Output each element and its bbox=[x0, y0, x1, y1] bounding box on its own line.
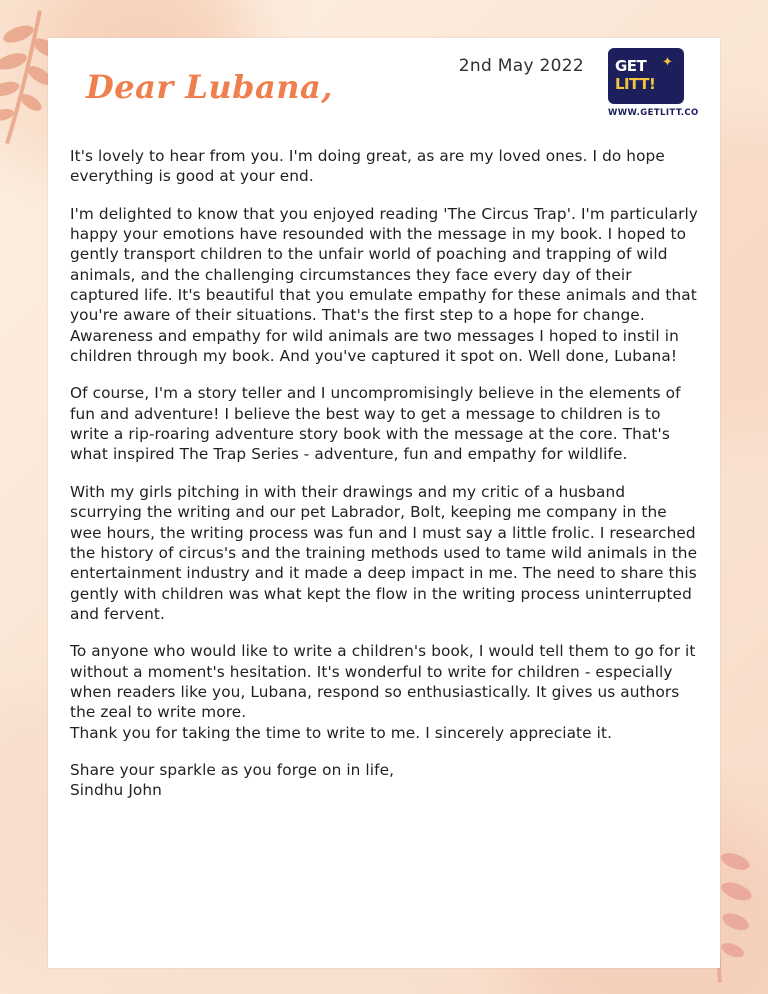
letter-sheet bbox=[48, 38, 720, 968]
paragraph: With my girls pitching in with their drawings and my critic of a husband scurrying the writing and our pet Labrador, Bolt, keeping me company in the wee hours, the writing process was fun and I must say a little frolic. I researched the history of circus's and the training methods used to tame wild animals in the entertainment industry and it made a deep impact in me. The need to share this gently with children was what kept the flow in the writing process uninterrupted and fervent. bbox=[70, 482, 698, 623]
paragraph: It's lovely to hear from you. I'm doing great, as are my loved ones. I do hope everything is good at your end. bbox=[70, 147, 665, 186]
logo-url-text: WWW.GETLITT.CO bbox=[608, 108, 699, 118]
logo-word-litt: LITT! bbox=[615, 75, 656, 93]
getlitt-logo[interactable] bbox=[608, 48, 699, 118]
closing-line: Thank you for taking the time to write to me. I sincerely appreciate it. bbox=[70, 723, 613, 742]
signature-name: Sindhu John bbox=[70, 781, 162, 800]
paragraph: I'm delighted to know that you enjoyed reading 'The Circus Trap'. I'm particularly happy your emotions have resounded with the message in my book. I hoped to gently transport children to the unfair world of poaching and trapping of wild animals, and the challenging circumstances they face every day of their captured life. It's beautiful that you emulate empathy for these animals and that you're aware of their situations. That's the first step to a hope for change. Awareness and empathy for wild animals are two messages I hoped to instil in children through my book. And you've captured it spot on. Well done, Lubana! bbox=[70, 204, 698, 366]
paragraph: Of course, I'm a story teller and I uncompromisingly believe in the elements of fun and adventure! I believe the best way to get a message to children is to write a rip-roaring adventure story book with the message at the core. That's what inspired The Trap Series - adventure, fun and empathy for wildlife. bbox=[70, 384, 681, 464]
letter-date: 2nd May 2022 bbox=[458, 56, 584, 76]
logo-word-get: GET bbox=[615, 57, 647, 75]
letter-header bbox=[48, 38, 720, 146]
paragraph: To anyone who would like to write a children's book, I would tell them to go for it without a moment's hesitation. It's wonderful to write for children - especially when readers like you, Lubana, respond so enthusiastically. It gives us authors the zeal to write more. bbox=[70, 642, 696, 722]
sign-off-line: Share your sparkle as you forge on in life, bbox=[70, 760, 395, 779]
sparkle-icon: ✦ bbox=[662, 55, 673, 70]
greeting-text: Dear Lubana, bbox=[86, 68, 333, 106]
logo-badge bbox=[608, 48, 684, 104]
letter-body bbox=[70, 146, 698, 801]
